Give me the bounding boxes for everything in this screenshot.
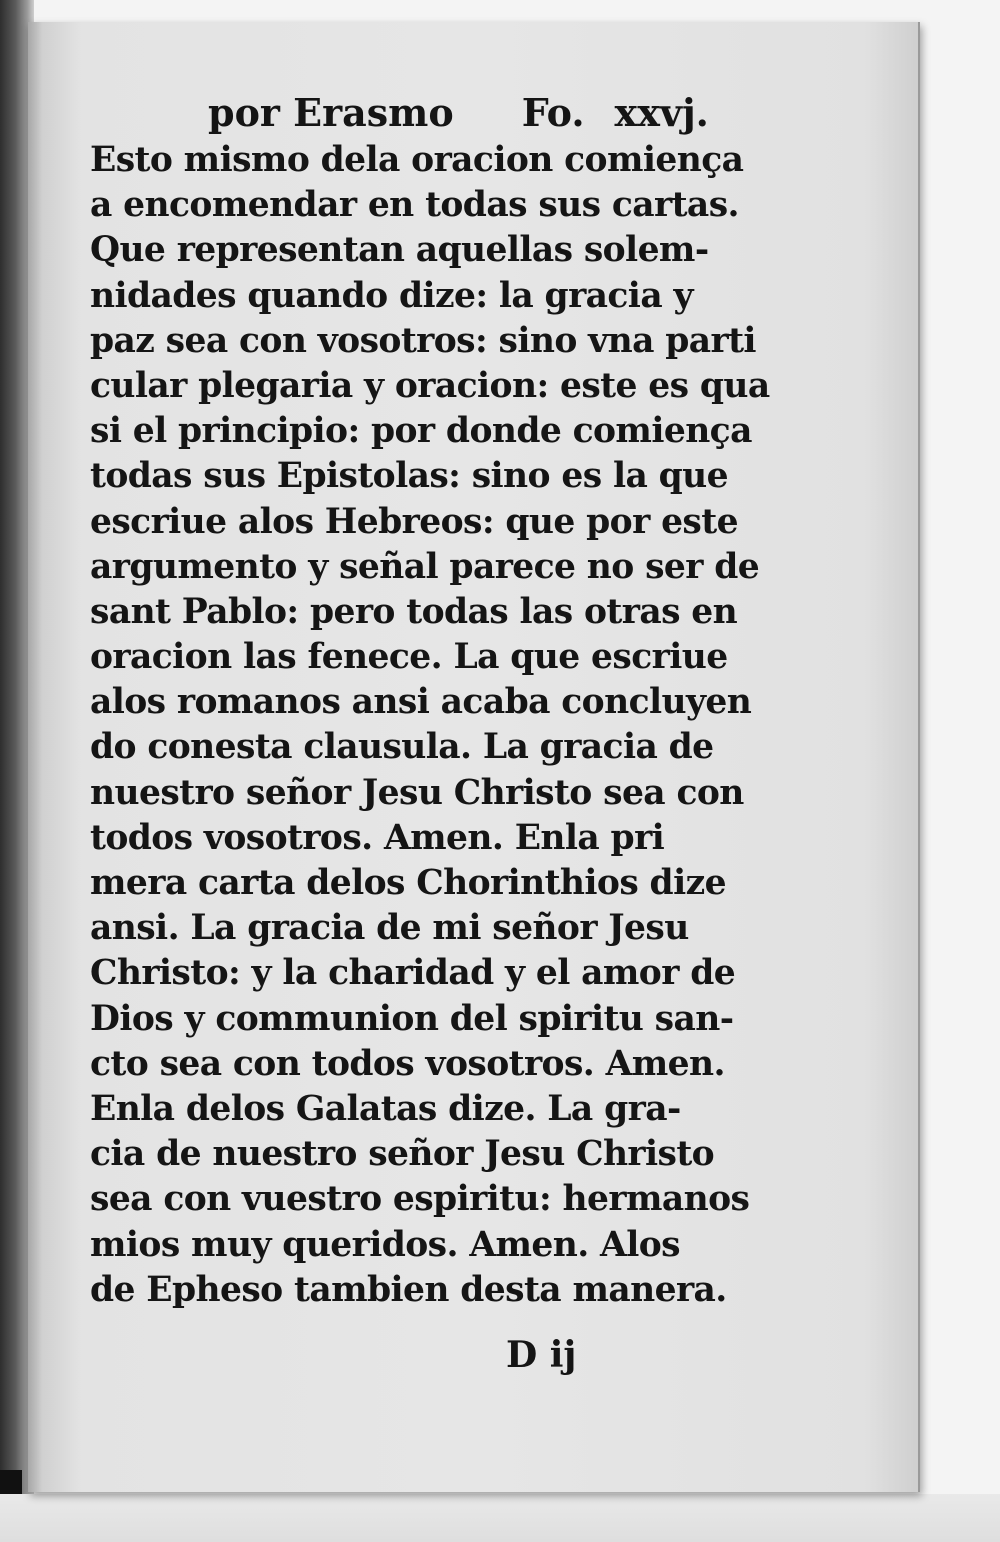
text-line: Christo: y la charidad y el amor de [90,953,736,994]
text-line: do conesta clausula. La gracia de [90,727,714,768]
text-line: sea con vuestro espiritu: hermanos [90,1179,750,1220]
text-line: sant Pablo: pero todas las otras en [90,591,738,632]
running-head-title: por Erasmo [208,90,454,135]
text-line: cia de nuestro señor Jesu Christo [90,1134,715,1175]
page-text-block [90,90,780,1313]
text-line: mera carta delos Chorinthios dize [90,863,726,903]
text-line: nuestro señor Jesu Christo sea con [90,772,744,813]
text-line: de Epheso tambien desta manera. [90,1269,727,1310]
text-line: a encomendar en todas sus cartas. [90,185,739,226]
text-line: si el principio: por donde comiença [90,411,752,452]
text-line: mios muy queridos. Amen. Alos [90,1224,680,1265]
text-line: ansi. La gracia de mi señor Jesu [90,908,689,949]
text-line: argumento y señal parece no ser de [90,546,760,587]
text-line: todos vosotros. Amen. Enla pri [90,817,665,858]
text-line: alos romanos ansi acaba concluyen [90,682,752,723]
book-page [28,22,920,1492]
text-line: Que representan aquellas solem- [90,230,709,271]
folio-number: xxvj. [614,90,709,135]
signature-mark: D ij [506,1334,577,1376]
scan-bottom-margin [0,1494,1000,1542]
running-head [90,90,780,138]
text-line: Dios y communion del spiritu san- [90,998,734,1039]
folio-label: Fo. [521,90,585,135]
text-line: cto sea con todos vosotros. Amen. [90,1043,725,1084]
text-line: Enla delos Galatas dize. La gra- [90,1088,681,1129]
text-line: Esto mismo dela oracion comiença [90,140,744,180]
text-line: paz sea con vosotros: sino vna parti [90,320,756,361]
text-line: escriue alos Hebreos: que por este [90,501,738,542]
text-line: cular plegaria y oracion: este es qua [90,365,770,406]
text-line: todas sus Epistolas: sino es la que [90,456,728,497]
text-line: oracion las fenece. La que escriue [90,637,728,678]
page-gutter-shadow [28,22,42,1492]
text-line: nidades quando dize: la gracia y [90,275,693,316]
